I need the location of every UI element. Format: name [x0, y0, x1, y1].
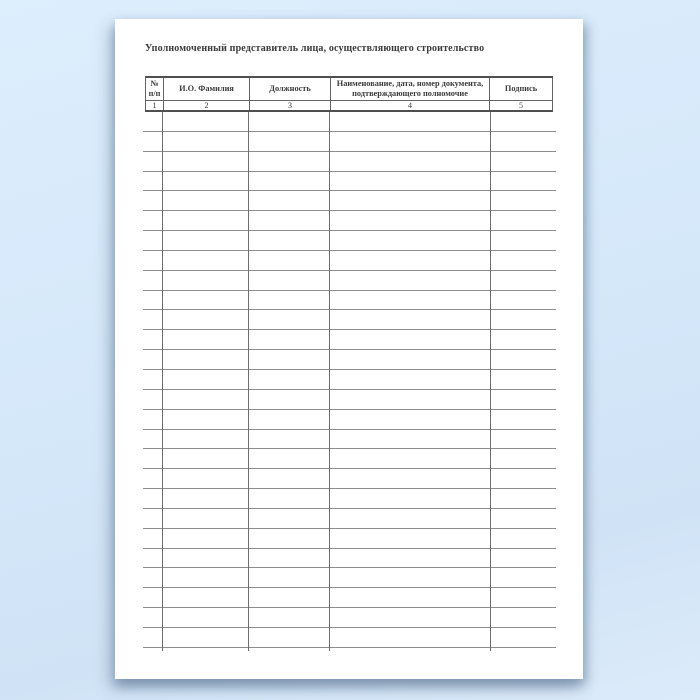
table-row: [143, 251, 556, 271]
table-row: [143, 529, 556, 549]
table-header-row: [145, 76, 553, 101]
column-separator-line: [162, 112, 163, 651]
table-column-index-row: [145, 101, 553, 112]
table-row: [143, 112, 556, 132]
table-row: [143, 172, 556, 192]
table-row: [143, 271, 556, 291]
document-title: Уполномоченный представитель лица, осуществляющего строительство: [145, 43, 485, 54]
table-row: [143, 350, 556, 370]
table-row: [143, 549, 556, 569]
table-row: [143, 608, 556, 628]
index-cell-position: 3: [249, 101, 330, 110]
table-row: [143, 449, 556, 469]
table-row: [143, 370, 556, 390]
column-separator-line: [248, 112, 249, 651]
table-row: [143, 152, 556, 172]
table-row: [143, 568, 556, 588]
table-row: [143, 469, 556, 489]
header-cell-name: И.О. Фамилия: [163, 78, 249, 100]
index-cell-name: 2: [163, 101, 249, 110]
index-cell-document: 4: [330, 101, 489, 110]
table-row: [143, 489, 556, 509]
table-row: [143, 330, 556, 350]
table-row: [143, 211, 556, 231]
table-row: [143, 430, 556, 450]
table-row: [143, 310, 556, 330]
column-separator-line: [490, 112, 491, 651]
index-cell-row-number: 1: [152, 100, 157, 110]
header-cell-position: Должность: [249, 78, 330, 100]
table-row: [143, 588, 556, 608]
index-cell-signature: 5: [489, 101, 552, 110]
header-cell-document: Наименование, дата, номер документа, подтверждающего полномочие: [330, 78, 489, 100]
document-page: [115, 19, 583, 679]
table-row: [143, 132, 556, 152]
table-row: [143, 509, 556, 529]
column-separator-line: [329, 112, 330, 651]
table-row: [143, 410, 556, 430]
header-cell-signature: Подпись: [489, 78, 552, 100]
table-row: [143, 628, 556, 648]
table-row: [143, 231, 556, 251]
table-body: [143, 112, 556, 648]
table-row: [143, 390, 556, 410]
representatives-table: [145, 76, 553, 648]
header-cell-row-number: № п/п: [148, 79, 161, 98]
table-row: [143, 291, 556, 311]
table-row: [143, 191, 556, 211]
